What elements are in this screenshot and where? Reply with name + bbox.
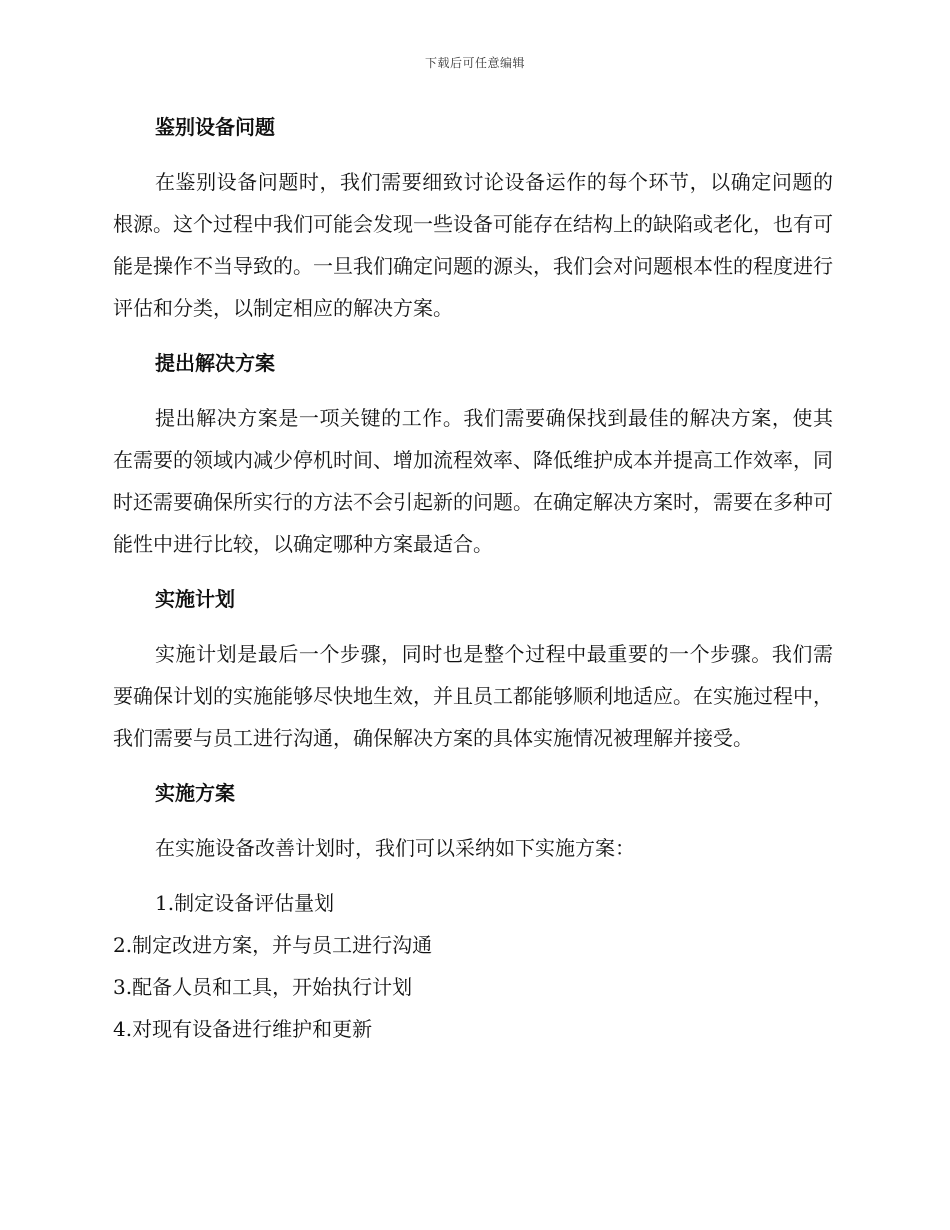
- section-paragraph-plan: 实施计划是最后一个步骤，同时也是整个过程中最重要的一个步骤。我们需要确保计划的实施能够尽快地生效，并且员工都能够顺利地适应。在实施过程中，我们需要与员工进行沟通，确保解决方案的具体实施情况被理解并接受。: [113, 642, 833, 750]
- section-paragraph-implementation: 在实施设备改善计划时，我们可以采纳如下实施方案：: [155, 836, 635, 860]
- list-item: 1.制定设备评估量划: [155, 891, 335, 915]
- section-heading-identify: 鉴别设备问题: [155, 115, 275, 139]
- section-heading-plan: 实施计划: [155, 587, 235, 611]
- section-heading-implementation: 实施方案: [155, 781, 235, 805]
- steps-list: [113, 882, 833, 1050]
- section-paragraph-identify: 在鉴别设备问题时，我们需要细致讨论设备运作的每个环节，以确定问题的根源。这个过程中我们可能会发现一些设备可能存在结构上的缺陷或老化，也有可能是操作不当导致的。一旦我们确定问题的源头，我们会对问题根本性的程度进行评估和分类，以制定相应的解决方案。: [113, 170, 833, 320]
- section-heading-solution: 提出解决方案: [155, 351, 275, 375]
- list-item: 3.配备人员和工具，开始执行计划: [113, 975, 413, 999]
- header-note: 下载后可任意编辑: [424, 56, 525, 70]
- section-paragraph-solution: 提出解决方案是一项关键的工作。我们需要确保找到最佳的解决方案，使其在需要的领域内减少停机时间、增加流程效率、降低维护成本并提高工作效率，同时还需要确保所实行的方法不会引起新的问题。在确定解决方案时，需要在多种可能性中进行比较，以确定哪种方案最适合。: [113, 406, 833, 556]
- document-body: [113, 106, 833, 1050]
- list-item: 2.制定改进方案，并与员工进行沟通: [113, 933, 433, 957]
- list-item: 4.对现有设备进行维护和更新: [113, 1017, 373, 1041]
